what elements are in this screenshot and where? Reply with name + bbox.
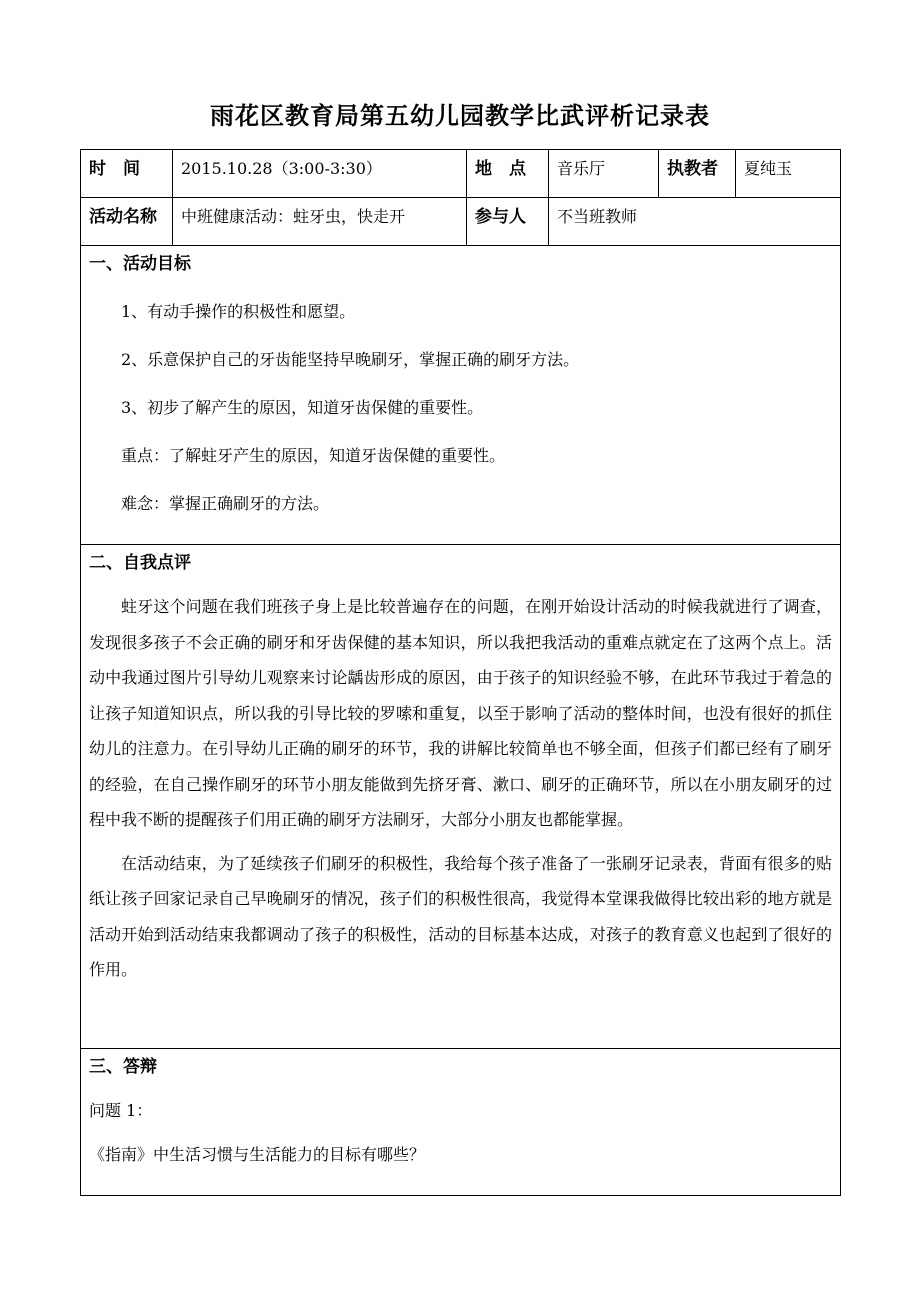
time-label: 时 间	[81, 150, 173, 198]
goals-section	[81, 246, 841, 545]
participants-label: 参与人	[467, 198, 549, 246]
goal-item: 1、有动手操作的积极性和愿望。	[121, 302, 356, 321]
info-row-time	[81, 150, 841, 198]
goal-item: 2、乐意保护自己的牙齿能坚持早晚刷牙，掌握正确的刷牙方法。	[121, 350, 580, 369]
goal-difficulty: 难念：掌握正确刷牙的方法。	[121, 494, 330, 513]
page-title: 雨花区教育局第五幼儿园教学比武评析记录表	[210, 102, 710, 130]
self-review-paragraph: 在活动结束，为了延续孩子们刷牙的积极性，我给每个孩子准备了一张刷牙记录表，背面有很多的贴纸让孩子回家记录自己早晚刷牙的情况，孩子们的积极性很高，我觉得本堂课我做得比较出彩的地方就是活动开始到活动结束我都调动了孩子的积极性，活动的目标基本达成，对孩子的教育意义也起到了很好的作用。	[89, 853, 832, 979]
self-review-heading: 二、自我点评	[89, 553, 191, 573]
place-value: 音乐厅	[549, 150, 659, 198]
goals-heading: 一、活动目标	[89, 254, 191, 274]
info-row-activity	[81, 198, 841, 246]
activity-label: 活动名称	[81, 198, 173, 246]
goal-item: 3、初步了解产生的原因，知道牙齿保健的重要性。	[121, 398, 484, 417]
activity-value: 中班健康活动：蛀牙虫，快走开	[173, 198, 467, 246]
defense-heading: 三、答辩	[89, 1057, 157, 1077]
place-label: 地 点	[467, 150, 549, 198]
question-text: 《指南》中生活习惯与生活能力的目标有哪些？	[89, 1145, 426, 1164]
teacher-label: 执教者	[659, 150, 736, 198]
defense-section	[81, 1049, 841, 1196]
question-label: 问题 1：	[89, 1101, 153, 1120]
evaluation-record-table	[80, 149, 841, 1196]
teacher-value: 夏纯玉	[736, 150, 841, 198]
goal-key-point: 重点：了解蛀牙产生的原因，知道牙齿保健的重要性。	[121, 446, 506, 465]
participants-value: 不当班教师	[549, 198, 841, 246]
self-review-section	[81, 545, 841, 1049]
time-value: 2015.10.28（3:00-3:30）	[173, 150, 467, 198]
self-review-paragraph: 蛀牙这个问题在我们班孩子身上是比较普遍存在的问题，在刚开始设计活动的时候我就进行了调查，发现很多孩子不会正确的刷牙和牙齿保健的基本知识，所以我把我活动的重难点就定在了这两个点上。活动中我通过图片引导幼儿观察来讨论龋齿形成的原因，由于孩子的知识经验不够，在此环节我过于着急的让孩子知道知识点，所以我的引导比较的罗嗦和重复，以至于影响了活动的整体时间，也没有很好的抓住幼儿的注意力。在引导幼儿正确的刷牙的环节，我的讲解比较简单也不够全面，但孩子们都已经有了刷牙的经验，在自己操作刷牙的环节小朋友能做到先挤牙膏、漱口、刷牙的正确环节，所以在小朋友刷牙的过程中我不断的提醒孩子们用正确的刷牙方法刷牙，大部分小朋友也都能掌握。	[89, 597, 832, 829]
